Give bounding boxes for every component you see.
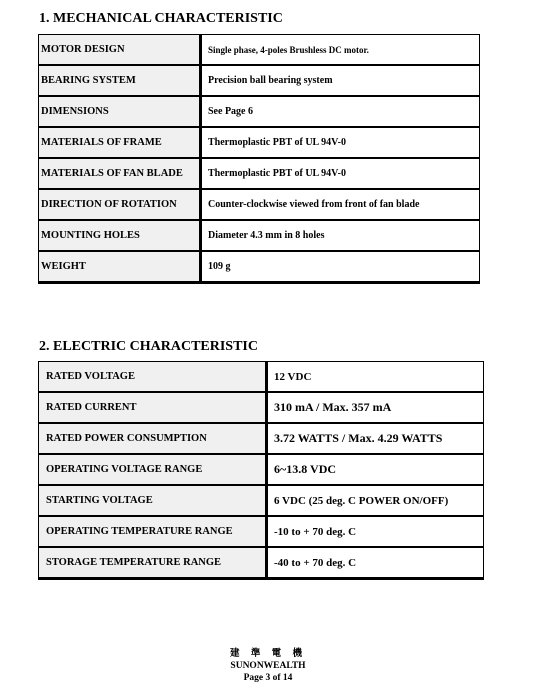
spec-value: 3.72 WATTS / Max. 4.29 WATTS [267, 423, 484, 454]
table-row [39, 423, 484, 454]
spec-value: See Page 6 [201, 96, 480, 127]
footer-page-number: Page 3 of 14 [243, 673, 293, 683]
spec-label: MOUNTING HOLES [39, 220, 201, 251]
table-row [39, 251, 480, 283]
spec-label: OPERATING VOLTAGE RANGE [39, 454, 267, 485]
spec-value: 6 VDC (25 deg. C POWER ON/OFF) [267, 485, 484, 516]
spec-label: MATERIALS OF FRAME [39, 127, 201, 158]
table-row [39, 485, 484, 516]
table-row [39, 220, 480, 251]
table-row [39, 362, 484, 393]
spec-label: WEIGHT [39, 251, 201, 283]
spec-value: Precision ball bearing system [201, 65, 480, 96]
spec-value: Diameter 4.3 mm in 8 holes [201, 220, 480, 251]
table-row [39, 96, 480, 127]
table-row [39, 35, 480, 66]
spec-label: BEARING SYSTEM [39, 65, 201, 96]
table-row [39, 65, 480, 96]
spec-value: 12 VDC [267, 362, 484, 393]
footer-company-cjk: 建 準 電 機 [230, 648, 306, 659]
spec-value: Thermoplastic PBT of UL 94V-0 [201, 158, 480, 189]
spec-label: DIMENSIONS [39, 96, 201, 127]
table-row [39, 547, 484, 579]
spec-label: STARTING VOLTAGE [39, 485, 267, 516]
spec-label: STORAGE TEMPERATURE RANGE [39, 547, 267, 579]
spec-value: Counter-clockwise viewed from front of fan blade [201, 189, 480, 220]
mechanical-spec-table [38, 34, 480, 284]
spec-label: RATED VOLTAGE [39, 362, 267, 393]
spec-value: 310 mA / Max. 357 mA [267, 392, 484, 423]
electric-section-title: 2. ELECTRIC CHARACTERISTIC [39, 339, 258, 354]
spec-label: RATED POWER CONSUMPTION [39, 423, 267, 454]
spec-label: RATED CURRENT [39, 392, 267, 423]
spec-value: Thermoplastic PBT of UL 94V-0 [201, 127, 480, 158]
spec-label: OPERATING TEMPERATURE RANGE [39, 516, 267, 547]
spec-value: -10 to + 70 deg. C [267, 516, 484, 547]
table-row [39, 454, 484, 485]
spec-value: 6~13.8 VDC [267, 454, 484, 485]
table-row [39, 516, 484, 547]
footer-company-name: SUNONWEALTH [230, 661, 306, 671]
table-row [39, 189, 480, 220]
spec-label: MATERIALS OF FAN BLADE [39, 158, 201, 189]
spec-value: Single phase, 4-poles Brushless DC motor. [201, 35, 480, 66]
mechanical-section-title: 1. MECHANICAL CHARACTERISTIC [39, 11, 283, 26]
table-row [39, 127, 480, 158]
electric-spec-table [38, 361, 484, 580]
table-row [39, 158, 480, 189]
spec-value: -40 to + 70 deg. C [267, 547, 484, 579]
table-row [39, 392, 484, 423]
spec-value: 109 g [201, 251, 480, 283]
spec-label: DIRECTION OF ROTATION [39, 189, 201, 220]
spec-label: MOTOR DESIGN [39, 35, 201, 66]
